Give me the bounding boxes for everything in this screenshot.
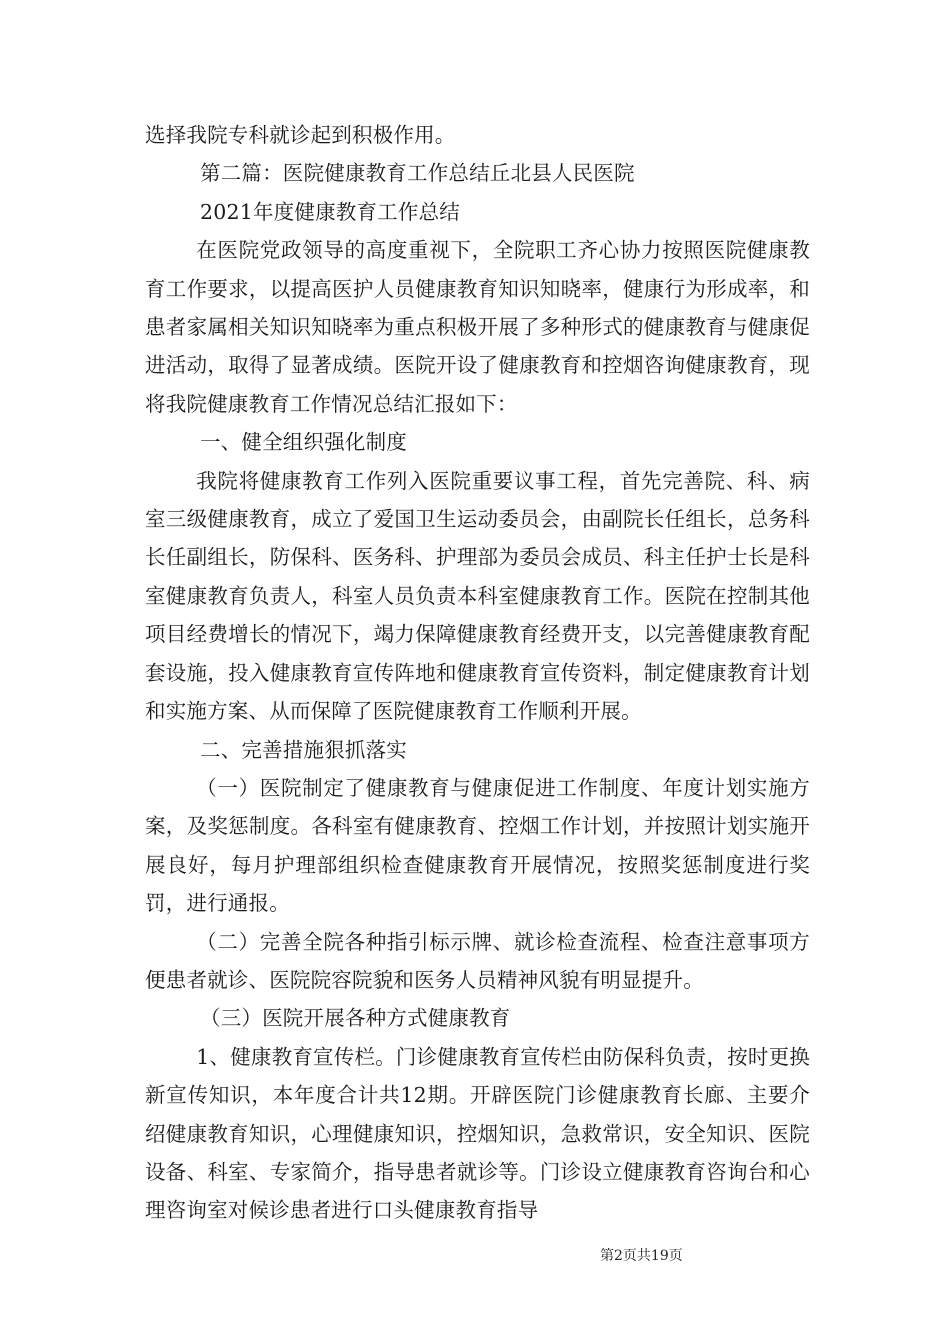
paragraph-intro: 在医院党政领导的高度重视下，全院职工齐心协力按照医院健康教育工作要求，以提高医护人员健康教育知识知晓率，健康行为形成率，和患者家属相关知识知晓率为重点积极开展了多种形式的健康教育与健康促进活动，取得了显著成绩。医院开设了健康教育和控烟咨询健康教育，现将我院健康教育工作情况总结汇报如下： <box>145 238 810 416</box>
page-number-footer: 第2页共19页 <box>600 1248 683 1264</box>
heading-part-one: 一、健全组织强化制度 <box>200 430 407 455</box>
heading-part-two: 二、完善措施狠抓落实 <box>200 737 407 762</box>
document-body <box>145 116 810 1230</box>
heading-item-three: （三）医院开展各种方式健康教育 <box>200 1006 511 1031</box>
paragraph-continuation: 选择我院专科就诊起到积极作用。 <box>145 123 456 147</box>
section-title-second-article: 第二篇：医院健康教育工作总结丘北县人民医院 <box>200 161 635 186</box>
paragraph-item-two: （二）完善全院各种指引标示牌、就诊检查流程、检查注意事项方便患者就诊、医院院容院貌和医务人员精神风貌有明显提升。 <box>145 929 810 992</box>
paragraph-organization: 我院将健康教育工作列入医院重要议事工程，首先完善院、科、病室三级健康教育，成立了爱国卫生运动委员会，由副院长任组长，总务科长任副组长，防保科、医务科、护理部为委员会成员、科主任护士长是科室健康教育负责人，科室人员负责本科室健康教育工作。医院在控制其他项目经费增长的情况下，竭力保障健康教育经费开支，以完善健康教育配套设施，投入健康教育宣传阵地和健康教育宣传资料，制定健康教育计划和实施方案、从而保障了医院健康教育工作顺利开展。 <box>145 468 810 724</box>
paragraph-bulletin-board: 1、健康教育宣传栏。门诊健康教育宣传栏由防保科负责，按时更换新宣传知识，本年度合计共12期。开辟医院门诊健康教育长廊、主要介绍健康教育知识，心理健康知识，控烟知识，急救常识，安全知识、医院设备、科室、专家简介，指导患者就诊等。门诊设立健康教育咨询台和心理咨询室对候诊患者进行口头健康教育指导 <box>145 1044 810 1223</box>
section-subtitle-year-summary: 2021年度健康教育工作总结 <box>200 199 460 224</box>
paragraph-item-one: （一）医院制定了健康教育与健康促进工作制度、年度计划实施方案，及奖惩制度。各科室有健康教育、控烟工作计划，并按照计划实施开展良好，每月护理部组织检查健康教育开展情况，按照奖惩制度进行奖罚，进行通报。 <box>145 775 810 916</box>
